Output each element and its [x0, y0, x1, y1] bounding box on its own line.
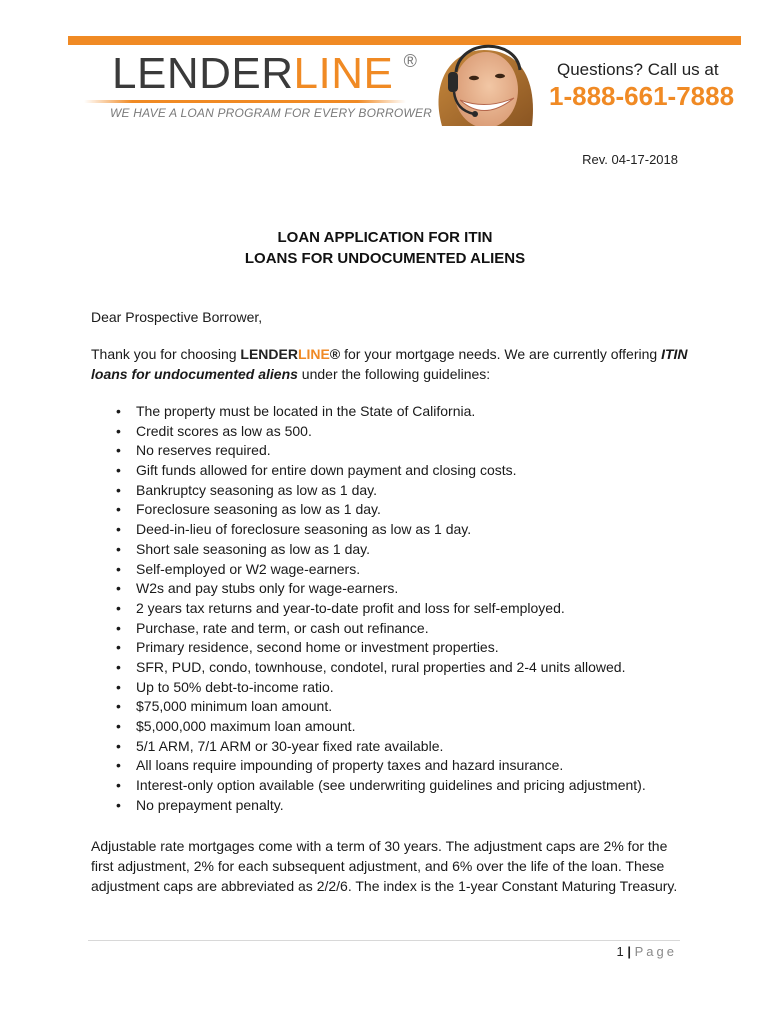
- intro-text-1: Thank you for choosing: [91, 346, 241, 362]
- header-top-rule: [68, 36, 741, 45]
- intro-text-3: under the following guidelines:: [297, 366, 491, 382]
- guideline-item: [116, 560, 646, 580]
- brand-underline: [84, 100, 406, 103]
- guideline-text: No reserves required.: [136, 442, 271, 459]
- guideline-text: 5/1 ARM, 7/1 ARM or 30-year fixed rate available.: [136, 737, 444, 754]
- bullet-icon: •: [116, 757, 121, 774]
- guideline-item: [116, 402, 646, 422]
- document-title-line1: LOAN APPLICATION FOR ITIN: [277, 229, 493, 246]
- guideline-item: [116, 481, 646, 501]
- guideline-text: Credit scores as low as 500.: [136, 422, 312, 439]
- guidelines-list: [116, 402, 646, 815]
- guideline-item: [116, 500, 646, 520]
- guideline-text: The property must be located in the State of California.: [136, 403, 476, 419]
- guideline-text: Interest-only option available (see underwriting guidelines and pricing adjustment).: [136, 777, 646, 794]
- guideline-text: Foreclosure seasoning as low as 1 day.: [136, 501, 381, 518]
- guideline-item: [116, 422, 646, 442]
- guideline-item: [116, 599, 646, 619]
- guideline-text: W2s and pay stubs only for wage-earners.: [136, 580, 399, 597]
- guideline-item: [116, 717, 646, 737]
- bullet-icon: •: [116, 462, 121, 479]
- bullet-icon: •: [116, 796, 121, 813]
- phone-number-link[interactable]: 1-888-661-7888: [549, 81, 735, 111]
- guideline-item: [116, 796, 646, 816]
- guideline-item: [116, 540, 646, 560]
- guideline-item: [116, 737, 646, 757]
- guideline-text: Deed-in-lieu of foreclosure seasoning as low as 1 day.: [136, 521, 472, 538]
- page-footer: [617, 944, 678, 959]
- guideline-text: SFR, PUD, condo, townhouse, condotel, rural properties and 2-4 units allowed.: [136, 658, 626, 675]
- bullet-icon: •: [116, 442, 121, 459]
- bullet-icon: •: [116, 422, 121, 439]
- bullet-icon: •: [116, 619, 121, 636]
- guideline-item: [116, 619, 646, 639]
- guideline-text: $75,000 minimum loan amount.: [136, 698, 333, 715]
- guideline-text: $5,000,000 maximum loan amount.: [136, 718, 356, 734]
- guideline-item: [116, 520, 646, 540]
- revision-date: Rev. 04-17-2018: [582, 152, 678, 167]
- guideline-item: [116, 776, 646, 796]
- intro-text-2: for your mortgage needs. We are currently offering: [340, 346, 662, 362]
- guideline-text: Up to 50% debt-to-income ratio.: [136, 678, 334, 695]
- intro-paragraph: [91, 344, 691, 384]
- intro-registered-mark: ®: [329, 346, 341, 362]
- guideline-item: [116, 697, 646, 717]
- guideline-text: Self-employed or W2 wage-earners.: [136, 560, 361, 577]
- brand-tagline: WE HAVE A LOAN PROGRAM FOR EVERY BORROWER: [110, 106, 433, 120]
- guideline-text: Gift funds allowed for entire down payment and closing costs.: [136, 462, 517, 479]
- page-label: Page: [634, 944, 677, 959]
- bullet-icon: •: [116, 737, 121, 754]
- guideline-item: [116, 579, 646, 599]
- bullet-icon: •: [116, 521, 121, 538]
- guideline-text: Short sale seasoning as low as 1 day.: [136, 540, 370, 557]
- bullet-icon: •: [116, 658, 121, 675]
- bullet-icon: •: [116, 718, 121, 734]
- guideline-text: 2 years tax returns and year-to-date profit and loss for self-employed.: [136, 599, 565, 616]
- guideline-item: [116, 658, 646, 678]
- guideline-text: Primary residence, second home or investment properties.: [136, 639, 499, 656]
- bullet-icon: •: [116, 678, 121, 695]
- footer-divider: [88, 940, 680, 941]
- bullet-icon: •: [116, 560, 121, 577]
- bullet-icon: •: [116, 501, 121, 518]
- bullet-icon: •: [116, 540, 121, 557]
- bullet-icon: •: [116, 599, 121, 616]
- guideline-text: Bankruptcy seasoning as low as 1 day.: [136, 481, 377, 498]
- questions-call-text: Questions? Call us at: [557, 60, 719, 79]
- registered-mark: ®: [403, 51, 418, 71]
- guideline-item: [116, 638, 646, 658]
- brand-logo-line: LINE: [293, 49, 394, 98]
- bullet-icon: •: [116, 698, 121, 715]
- intro-emphasis: ITIN loans for undocumented aliens: [91, 346, 688, 382]
- guideline-item: [116, 756, 646, 776]
- salutation: Dear Prospective Borrower,: [91, 309, 263, 325]
- brand-logo: [112, 49, 418, 98]
- guideline-item: [116, 461, 646, 481]
- page-separator: |: [627, 944, 631, 959]
- support-agent-photo: [420, 44, 548, 126]
- arm-terms-paragraph: Adjustable rate mortgages come with a term of 30 years. The adjustment caps are 2% for the first adjustment, 2% for each subsequent adjustment, and 6% over the life of the loan. These adjustment caps are abbreviated as 2/2/6. The index is the 1-year Constant Maturing Treasury.: [91, 838, 678, 894]
- guideline-item: [116, 678, 646, 698]
- bullet-icon: •: [116, 580, 121, 597]
- brand-logo-lender: LENDER: [112, 49, 294, 98]
- guideline-text: Purchase, rate and term, or cash out refinance.: [136, 619, 429, 636]
- bullet-icon: •: [116, 403, 121, 419]
- page-number: 1: [616, 944, 624, 959]
- bullet-icon: •: [116, 639, 121, 656]
- guideline-text: All loans require impounding of property taxes and hazard insurance.: [136, 757, 564, 774]
- intro-brand-lender: LENDER: [240, 346, 298, 362]
- intro-brand-line: LINE: [297, 346, 330, 362]
- guideline-text: No prepayment penalty.: [136, 796, 284, 813]
- document-title-line2: LOANS FOR UNDOCUMENTED ALIENS: [244, 250, 526, 267]
- bullet-icon: •: [116, 777, 121, 794]
- guideline-item: [116, 441, 646, 461]
- headset-agent-icon: [420, 44, 548, 126]
- bullet-icon: •: [116, 481, 121, 498]
